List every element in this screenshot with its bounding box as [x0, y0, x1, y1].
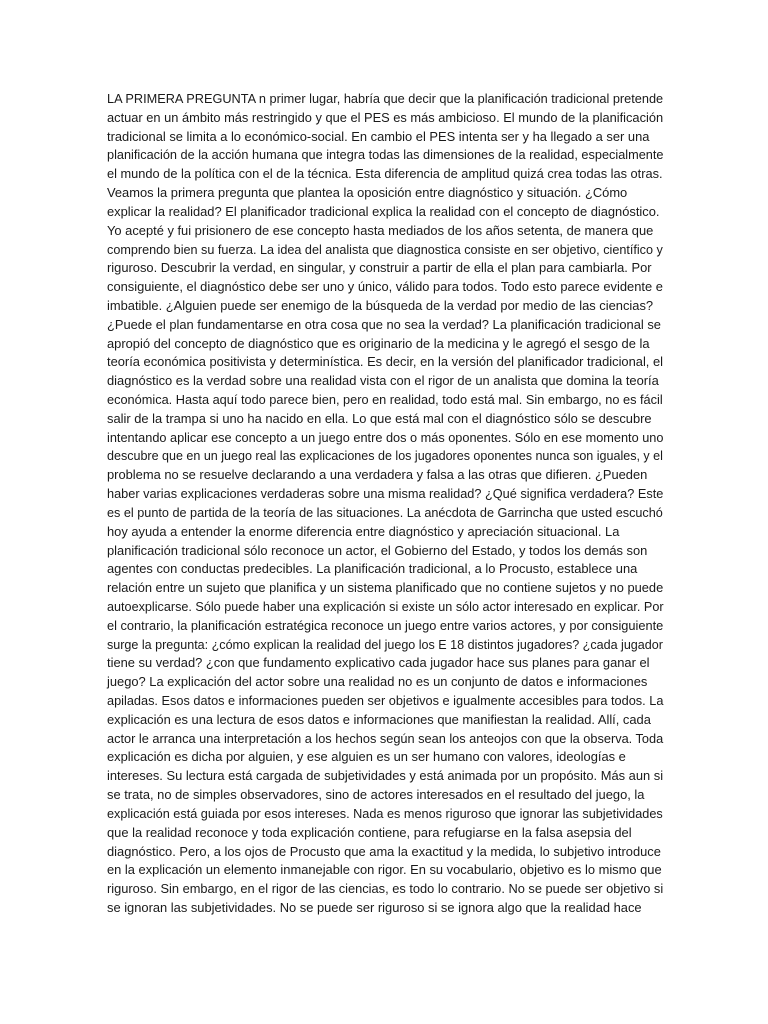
- text-line: apropió del concepto de diagnóstico que es originario de la medicina y le agregó el sesgo de la: [107, 335, 650, 351]
- text-line: intentando aplicar ese concepto a un juego entre dos o más oponentes. Sólo en ese momento uno: [107, 429, 664, 445]
- text-line: descubre que en un juego real las explicaciones de los jugadores oponentes nunca son iguales, y el: [107, 449, 663, 464]
- text-line: diagnóstico. Pero, a los ojos de Procusto que ama la exactitud y la medida, lo subjetivo introduce: [107, 843, 661, 859]
- text-line: actor le arranca una interpretación a los hechos según sean los anteojos con que la observa. Toda: [107, 730, 664, 746]
- text-line: relación entre un sujeto que planifica y un sistema planificado que no contiene sujetos y no puede: [107, 580, 664, 596]
- text-line: comprendo bien su fuerza. La idea del analista que diagnostica consiste en ser objetivo, científico y: [107, 242, 663, 257]
- text-line: tradicional se limita a lo económico-social. En cambio el PES intenta ser y ha llegado a ser una: [107, 128, 650, 144]
- text-line: el contrario, la planificación estratégica reconoce un juego entre varios actores, y por consiguiente: [107, 617, 664, 633]
- body-paragraph: [107, 90, 663, 918]
- text-line: LA PRIMERA PREGUNTA n primer lugar, habría que decir que la planificación tradicional pretende: [107, 91, 664, 106]
- text-line: autoexplicarse. Sólo puede haber una explicación si existe un sólo actor interesado en explicar. Por: [107, 599, 664, 614]
- text-line: actuar en un ámbito más restringido y que el PES es más ambicioso. El mundo de la planificación: [107, 109, 664, 125]
- text-line: haber varias explicaciones verdaderas sobre una misma realidad? ¿Qué significa verdadera? Este: [107, 486, 664, 502]
- text-line: Yo acepté y fui prisionero de ese concepto hasta mediados de los años setenta, de manera que: [107, 222, 654, 238]
- text-line: hoy ayuda a entender la enorme diferencia entre diagnóstico y apreciación situacional. La: [107, 523, 620, 539]
- text-line: explicación está guiada por esos intereses. Nada es menos riguroso que ignorar las subjetividades: [107, 806, 663, 821]
- text-line: planificación tradicional sólo reconoce un actor, el Gobierno del Estado, y todos los demás son: [107, 542, 648, 558]
- text-line: problema no se resuelve declarando a una verdadera y falsa a las otras que difieren. ¿Pueden: [107, 467, 648, 483]
- text-line: explicación es dicha por alguien, y ese alguien es un ser humano con valores, ideologías e: [107, 749, 626, 765]
- text-line: intereses. Su lectura está cargada de subjetividades y está animada por un propósito. Más aun si: [107, 768, 664, 784]
- text-line: es el punto de partida de la teoría de las situaciones. La anécdota de Garrincha que usted escuchó: [107, 505, 663, 520]
- text-line: en la explicación un elemento inmanejable con rigor. En su vocabulario, objetivo es lo mismo que: [107, 862, 662, 878]
- text-line: tiene su verdad? ¿con que fundamento explicativo cada jugador hace sus planes para ganar el: [107, 655, 650, 671]
- text-line: que la realidad reconoce y toda explicación contiene, para refugiarse en la falsa asepsia del: [107, 824, 632, 840]
- text-line: surge la pregunta: ¿cómo explican la realidad del juego los E 18 distintos jugadores? ¿cada jugador: [107, 637, 663, 652]
- text-line: salir de la trampa si uno ha nacido en ella. Lo que está mal con el diagnóstico sólo se descubre: [107, 410, 652, 426]
- text-line: imbatible. ¿Alguien puede ser enemigo de la búsqueda de la verdad por medio de las ciencias?: [107, 297, 654, 313]
- text-line: se trata, no de simples observadores, sino de actores interesados en el resultado del juego, la: [107, 787, 645, 803]
- text-line: explicar la realidad? El planificador tradicional explica la realidad con el concepto de diagnóstico.: [107, 203, 660, 219]
- text-line: diagnóstico es la verdad sobre una realidad vista con el rigor de un analista que domina la teoría: [107, 373, 659, 389]
- text-line: riguroso. Descubrir la verdad, en singular, y construir a partir de ella el plan para cambiarla. Por: [107, 260, 652, 276]
- text-line: el mundo de la política con el de la técnica. Esta diferencia de amplitud quizá crea todas las otras.: [107, 166, 663, 182]
- text-line: consiguiente, el diagnóstico debe ser uno y único, válido para todos. Todo esto parece evidente e: [107, 279, 663, 295]
- text-line: apiladas. Esos datos e informaciones pueden ser objetivos e igualmente accesibles para todos. La: [107, 693, 664, 708]
- text-line: económica. Hasta aquí todo parece bien, pero en realidad, todo está mal. Sin embargo, no es fácil: [107, 392, 663, 407]
- text-line: riguroso. Sin embargo, en el rigor de las ciencias, es todo lo contrario. No se puede ser objetivo si: [107, 881, 664, 897]
- text-line: Veamos la primera pregunta que plantea la oposición entre diagnóstico y situación. ¿Cómo: [107, 185, 628, 201]
- text-line: ¿Puede el plan fundamentarse en otra cosa que no sea la verdad? La planificación tradicional se: [107, 316, 661, 332]
- text-line: explicación es una lectura de esos datos e informaciones que manifiestan la realidad. Allí, cada: [107, 711, 651, 727]
- text-line: agentes con conductas predecibles. La planificación tradicional, a lo Procusto, establece una: [107, 561, 638, 577]
- text-line: se ignoran las subjetividades. No se puede ser riguroso si se ignora algo que la realidad hace: [107, 899, 642, 915]
- text-line: planificación de la acción humana que integra todas las dimensiones de la realidad, especialmente: [107, 147, 664, 163]
- text-line: teoría económica positivista y determinística. Es decir, en la versión del planificador tradicional, el: [107, 354, 664, 370]
- text-line: juego? La explicación del actor sobre una realidad no es un conjunto de datos e informaciones: [107, 674, 648, 690]
